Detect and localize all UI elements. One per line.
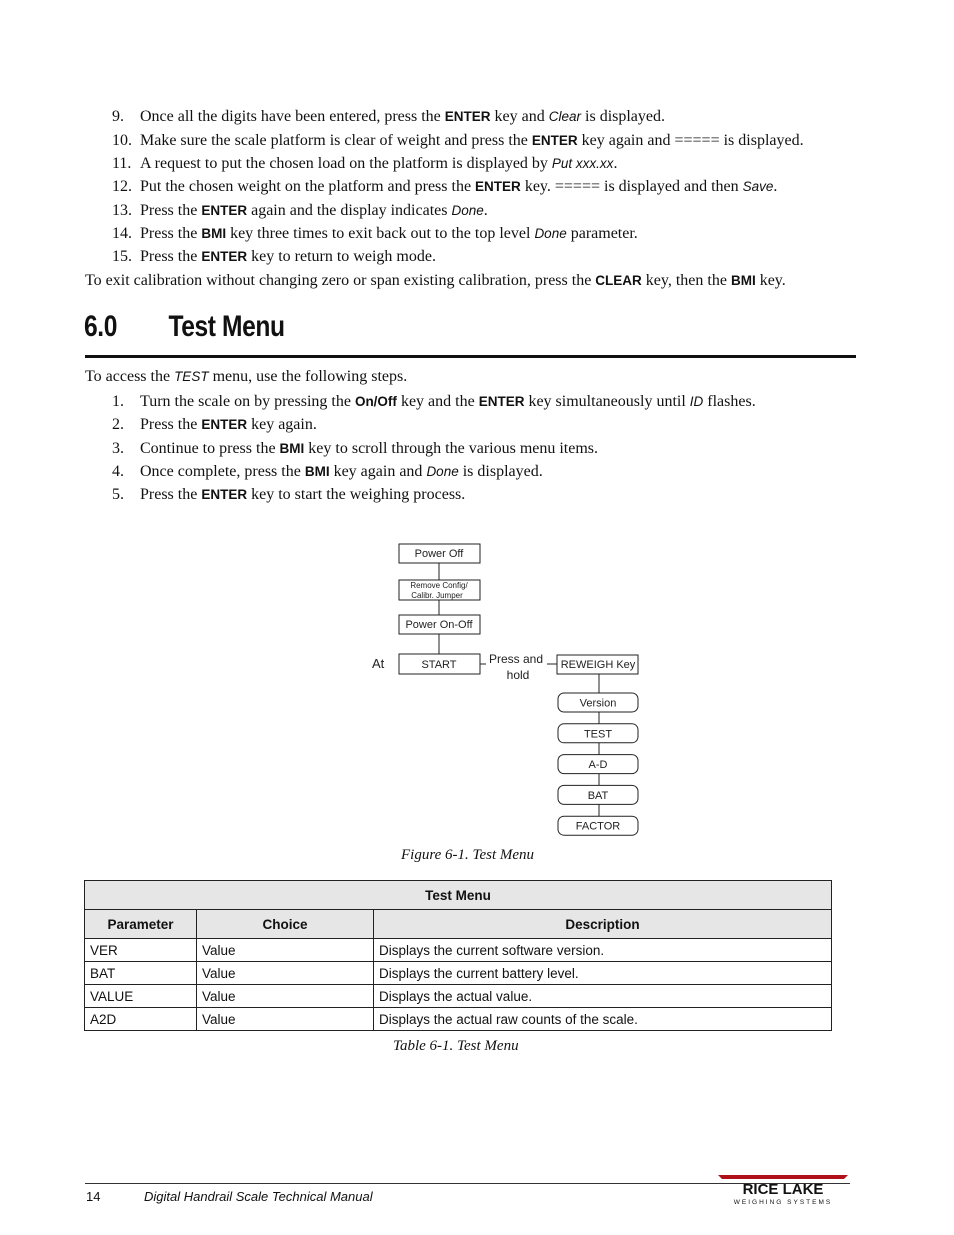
list-item: 12. Put the chosen weight on the platform and press the ENTER key. ===== is displayed and then Save. bbox=[112, 178, 778, 195]
section-title: Test Menu bbox=[168, 310, 285, 343]
menu-item-label: Version bbox=[579, 697, 617, 710]
list-item: 10. Make sure the scale platform is clear of weight and press the ENTER key again and ===== is displayed. bbox=[112, 132, 804, 149]
table-cell: Displays the current battery level. bbox=[374, 962, 832, 985]
menu-item-label: FACTOR bbox=[575, 820, 621, 833]
column-header: Choice bbox=[197, 910, 374, 939]
menu-item-label: A-D bbox=[588, 759, 608, 772]
power-off-label: Power Off bbox=[414, 548, 464, 560]
column-header: Description bbox=[374, 910, 832, 939]
logo-tagline: WEIGHING SYSTEMS bbox=[733, 1199, 833, 1206]
list-item: 1. Turn the scale on by pressing the On/Off key and the ENTER key simultaneously until ID flashes. bbox=[112, 393, 756, 410]
list-item: 2. Press the ENTER key again. bbox=[112, 416, 317, 433]
table-cell: BAT bbox=[85, 962, 197, 985]
menu-item-label: TEST bbox=[583, 728, 613, 741]
rice-lake-logo bbox=[716, 1173, 850, 1207]
list-item: 3. Continue to press the BMI key to scroll through the various menu items. bbox=[112, 440, 599, 457]
remove-jumper-label-1: Remove Config/ bbox=[410, 581, 468, 590]
table-cell: Value bbox=[197, 962, 374, 985]
logo-red-bar bbox=[718, 1175, 848, 1179]
list-item: 9. Once all the digits have been entered, press the ENTER key and Clear is displayed. bbox=[112, 108, 666, 125]
table-cell: Displays the actual raw counts of the scale. bbox=[374, 1008, 832, 1031]
table-row bbox=[85, 1008, 832, 1031]
test-menu-table bbox=[84, 880, 832, 1031]
remove-jumper-label-2: Calibr. Jumper bbox=[411, 591, 463, 600]
press-hold-label-2: hold bbox=[506, 668, 530, 682]
table-caption: Table 6-1. Test Menu bbox=[393, 1038, 519, 1054]
access-paragraph: To access the TEST menu, use the following steps. bbox=[85, 368, 408, 385]
column-header: Parameter bbox=[85, 910, 197, 939]
logo-wordmark: RICE LAKE bbox=[742, 1181, 824, 1198]
table-cell: Value bbox=[197, 939, 374, 962]
table-cell: A2D bbox=[85, 1008, 197, 1031]
at-label: At bbox=[372, 656, 385, 671]
list-item: 13. Press the ENTER again and the display indicates Done. bbox=[112, 202, 488, 219]
list-item: 5. Press the ENTER key to start the weighing process. bbox=[112, 486, 466, 503]
table-cell: VER bbox=[85, 939, 197, 962]
start-label: START bbox=[421, 659, 457, 671]
table-cell: Value bbox=[197, 1008, 374, 1031]
menu-items bbox=[558, 693, 638, 835]
list-item: 11. A request to put the chosen load on the platform is displayed by Put xxx.xx. bbox=[112, 155, 618, 172]
figure-caption: Figure 6-1. Test Menu bbox=[401, 847, 535, 863]
section-number: 6.0 bbox=[84, 310, 117, 343]
list-item: 4. Once complete, press the BMI key again and Done is displayed. bbox=[112, 463, 543, 480]
table-cell: VALUE bbox=[85, 985, 197, 1008]
table-title: Test Menu bbox=[85, 881, 832, 910]
list-item: 15. Press the ENTER key to return to weigh mode. bbox=[112, 248, 436, 265]
exit-calibration-paragraph: To exit calibration without changing zero or span existing calibration, press the CLEAR key, then the BMI key. bbox=[85, 272, 786, 289]
list-item: 14. Press the BMI key three times to exit back out to the top level Done parameter. bbox=[112, 225, 638, 242]
press-hold-label-1: Press and bbox=[488, 652, 544, 666]
table-cell: Displays the current software version. bbox=[374, 939, 832, 962]
table-row bbox=[85, 962, 832, 985]
table-row bbox=[85, 939, 832, 962]
table-row bbox=[85, 985, 832, 1008]
page-number: 14 bbox=[86, 1189, 101, 1204]
power-on-off-label: Power On-Off bbox=[405, 619, 473, 631]
table-cell: Displays the actual value. bbox=[374, 985, 832, 1008]
manual-title: Digital Handrail Scale Technical Manual bbox=[144, 1189, 373, 1204]
table-cell: Value bbox=[197, 985, 374, 1008]
menu-item-label: BAT bbox=[587, 789, 609, 802]
reweigh-key-label: REWEIGH Key bbox=[560, 659, 636, 671]
